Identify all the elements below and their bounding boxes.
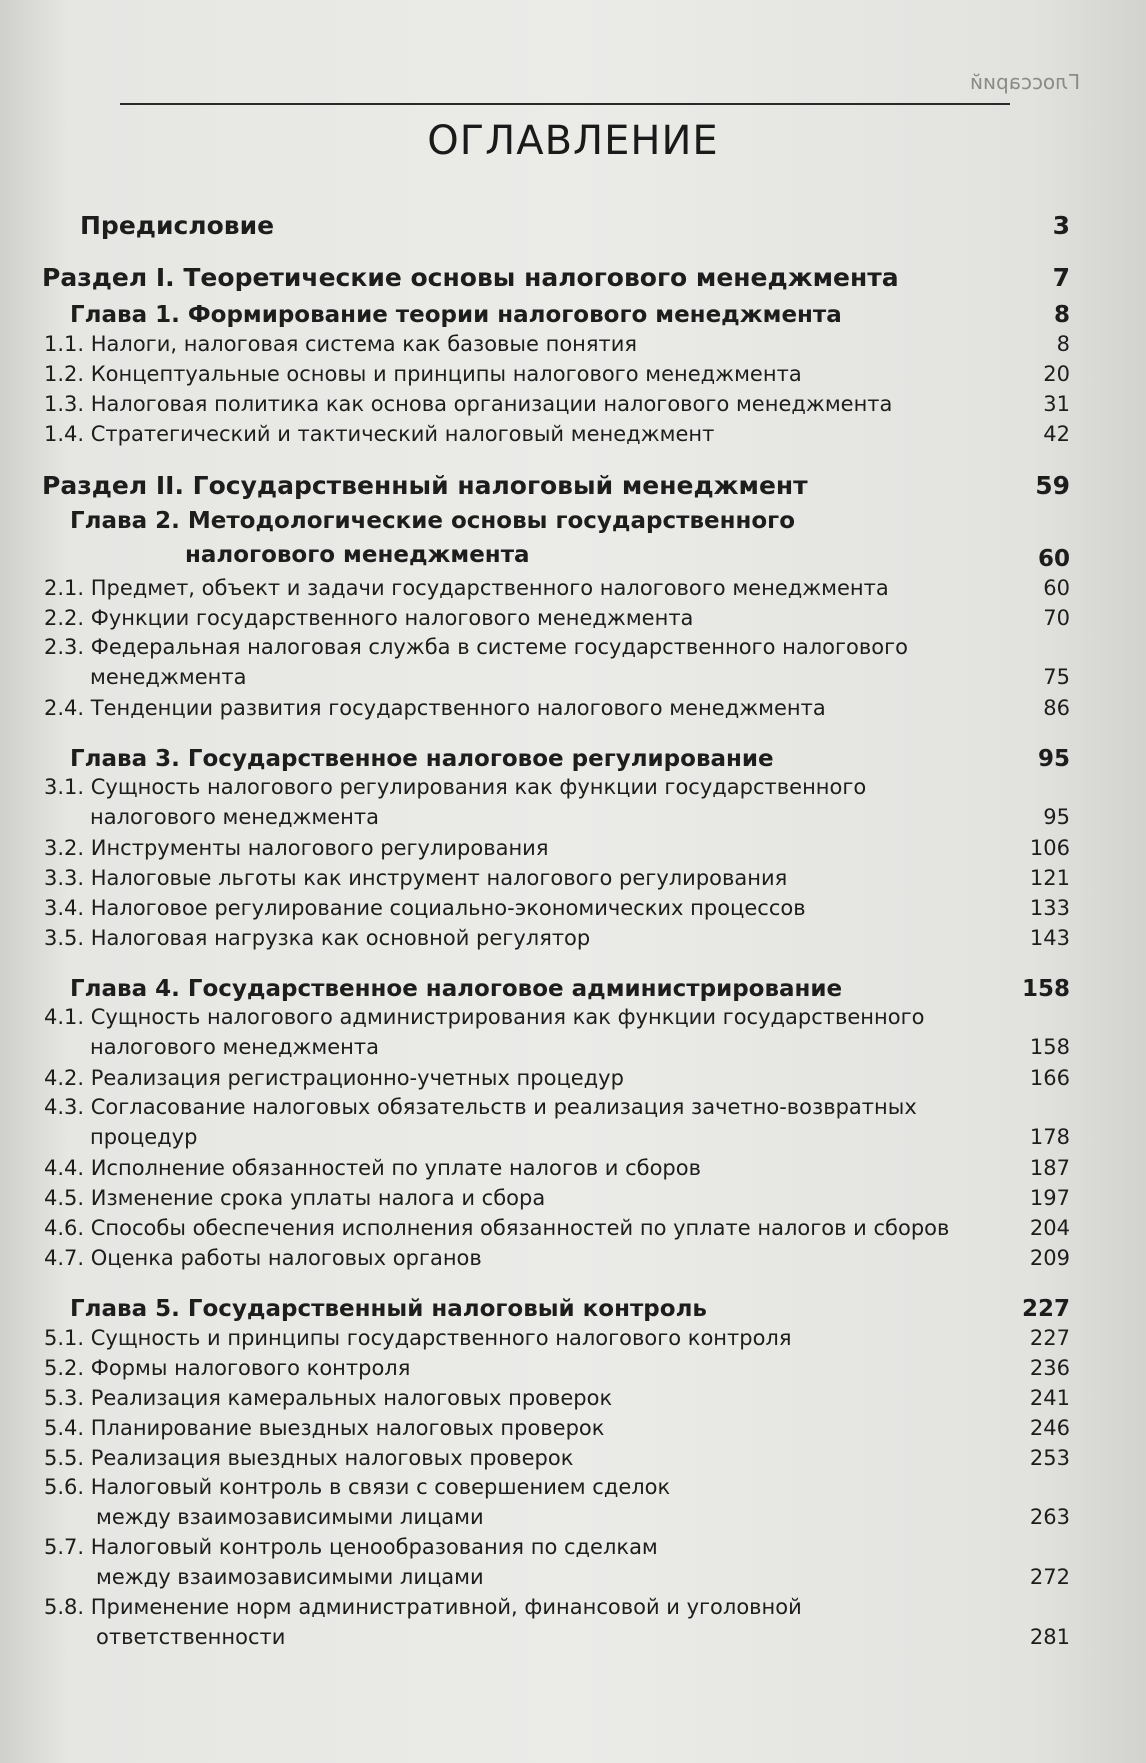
toc-item[interactable] <box>40 1442 1070 1472</box>
toc-chapter-1[interactable] <box>40 292 1070 328</box>
toc-page: 158 <box>1021 976 1070 1002</box>
toc-label-line2: между взаимозависимыми лицами <box>96 1565 484 1589</box>
toc-page: 227 <box>1029 1326 1070 1350</box>
toc-page: 70 <box>1043 606 1070 630</box>
toc-label: Предисловие <box>80 211 275 240</box>
toc-page: 236 <box>1029 1356 1070 1380</box>
toc-label <box>70 504 1010 572</box>
toc-page: 95 <box>1043 805 1070 829</box>
toc-label: 4.4. Исполнение обязанностей по уплате налогов и сборов <box>44 1156 701 1180</box>
toc-item[interactable] <box>40 1352 1070 1382</box>
toc-page: 227 <box>1021 1296 1070 1322</box>
toc-label-line2: менеджмента <box>90 665 247 689</box>
toc-page: 7 <box>1052 263 1070 292</box>
toc-label <box>44 1092 1010 1152</box>
toc-page: 121 <box>1029 866 1070 890</box>
toc-label-line1: 5.7. Налоговый контроль ценообразования по сделкам <box>44 1535 658 1559</box>
toc-page: 133 <box>1029 896 1070 920</box>
toc-label <box>44 1532 1010 1592</box>
toc-page: 197 <box>1029 1186 1070 1210</box>
toc-item[interactable] <box>40 632 1070 692</box>
toc-item[interactable] <box>40 1592 1070 1652</box>
toc-page: 281 <box>1029 1625 1070 1649</box>
toc-label: 5.1. Сущность и принципы государственного налогового контроля <box>44 1326 792 1350</box>
toc-label-line2: налогового менеджмента <box>90 1035 379 1059</box>
toc-item[interactable] <box>40 358 1070 388</box>
toc-chapter-2[interactable] <box>40 500 1070 572</box>
toc-page: 20 <box>1043 362 1070 386</box>
toc-label: 3.5. Налоговая нагрузка как основной регулятор <box>44 926 591 950</box>
toc-chapter-3[interactable] <box>40 736 1070 772</box>
toc-label: 4.6. Способы обеспечения исполнения обязанностей по уплате налогов и сборов <box>44 1216 950 1240</box>
toc-item[interactable] <box>40 1152 1070 1182</box>
toc-item[interactable] <box>40 892 1070 922</box>
toc-section-2[interactable] <box>40 456 1070 500</box>
toc-item[interactable] <box>40 1062 1070 1092</box>
toc-label: Глава 1. Формирование теории налогового менеджмента <box>70 302 842 328</box>
toc-item[interactable] <box>40 602 1070 632</box>
toc-label: 1.4. Стратегический и тактический налоговый менеджмент <box>44 422 715 446</box>
table-of-contents <box>40 194 1070 1652</box>
toc-page: 158 <box>1029 1035 1070 1059</box>
toc-page: 31 <box>1043 392 1070 416</box>
toc-label-line2: налогового менеджмента <box>185 542 530 568</box>
toc-page: 106 <box>1029 836 1070 860</box>
toc-label: Раздел I. Теоретические основы налогового менеджмента <box>42 263 899 292</box>
toc-label: 1.1. Налоги, налоговая система как базовые понятия <box>44 332 638 356</box>
toc-label: 3.2. Инструменты налогового регулирования <box>44 836 549 860</box>
toc-page: 143 <box>1029 926 1070 950</box>
toc-label: Глава 4. Государственное налоговое администрирование <box>70 976 843 1002</box>
toc-label <box>44 772 1010 832</box>
toc-label: 3.4. Налоговое регулирование социально-экономических процессов <box>44 896 806 920</box>
toc-item[interactable] <box>40 388 1070 418</box>
toc-label: 4.5. Изменение срока уплаты налога и сбора <box>44 1186 546 1210</box>
header-rule <box>120 103 1010 105</box>
toc-item[interactable] <box>40 1242 1070 1272</box>
toc-label <box>44 1592 1010 1652</box>
toc-page: 241 <box>1029 1386 1070 1410</box>
toc-item[interactable] <box>40 1412 1070 1442</box>
toc-item[interactable] <box>40 328 1070 358</box>
toc-page: 86 <box>1043 696 1070 720</box>
toc-page: 272 <box>1029 1565 1070 1589</box>
toc-page: 8 <box>1053 302 1070 328</box>
toc-page: 246 <box>1029 1416 1070 1440</box>
toc-label <box>44 1472 1010 1532</box>
toc-label-line1: Глава 2. Методологические основы государственного <box>70 508 795 534</box>
toc-page: 178 <box>1029 1125 1070 1149</box>
toc-page: 42 <box>1043 422 1070 446</box>
toc-item[interactable] <box>40 1322 1070 1352</box>
toc-item[interactable] <box>40 1182 1070 1212</box>
toc-page: 209 <box>1029 1246 1070 1270</box>
toc-label: 1.2. Концептуальные основы и принципы налогового менеджмента <box>44 362 802 386</box>
toc-chapter-5[interactable] <box>40 1286 1070 1322</box>
toc-page: 187 <box>1029 1156 1070 1180</box>
toc-page: 204 <box>1029 1216 1070 1240</box>
toc-page: 60 <box>1037 546 1070 572</box>
toc-label-line1: 4.1. Сущность налогового администрирования как функции государственного <box>44 1005 925 1029</box>
toc-item[interactable] <box>40 862 1070 892</box>
toc-label-line1: 4.3. Согласование налоговых обязательств и реализация зачетно-возвратных <box>44 1095 917 1119</box>
toc-item[interactable] <box>40 572 1070 602</box>
toc-page: 75 <box>1043 665 1070 689</box>
toc-label: 3.3. Налоговые льготы как инструмент налогового регулирования <box>44 866 788 890</box>
toc-item[interactable] <box>40 1212 1070 1242</box>
toc-preface[interactable] <box>40 194 1070 240</box>
toc-item[interactable] <box>40 1092 1070 1152</box>
toc-item[interactable] <box>40 832 1070 862</box>
toc-label: 4.7. Оценка работы налоговых органов <box>44 1246 482 1270</box>
toc-section-1[interactable] <box>40 248 1070 292</box>
toc-page: 253 <box>1029 1446 1070 1470</box>
toc-page: 263 <box>1029 1505 1070 1529</box>
toc-label-line1: 2.3. Федеральная налоговая служба в системе государственного налогового <box>44 635 908 659</box>
toc-label-line1: 5.6. Налоговый контроль в связи с совершением сделок <box>44 1475 671 1499</box>
toc-page: 8 <box>1056 332 1070 356</box>
toc-label: 5.4. Планирование выездных налоговых проверок <box>44 1416 605 1440</box>
toc-label: 5.3. Реализация камеральных налоговых проверок <box>44 1386 613 1410</box>
toc-label-line1: 5.8. Применение норм административной, финансовой и уголовной <box>44 1595 802 1619</box>
toc-label: Раздел II. Государственный налоговый менеджмент <box>42 471 808 500</box>
toc-label: 2.1. Предмет, объект и задачи государственного налогового менеджмента <box>44 576 889 600</box>
toc-page: 59 <box>1035 471 1070 500</box>
toc-item[interactable] <box>40 418 1070 448</box>
toc-page: 95 <box>1037 746 1070 772</box>
toc-label: 4.2. Реализация регистрационно-учетных процедур <box>44 1066 624 1090</box>
toc-label: 1.3. Налоговая политика как основа организации налогового менеджмента <box>44 392 893 416</box>
running-head: Глоссарий <box>970 70 1081 94</box>
toc-label-line1: 3.1. Сущность налогового регулирования как функции государственного <box>44 775 867 799</box>
toc-page: 166 <box>1029 1066 1070 1090</box>
toc-item[interactable] <box>40 1002 1070 1062</box>
toc-item[interactable] <box>40 1382 1070 1412</box>
toc-label: Глава 5. Государственный налоговый контроль <box>70 1296 707 1322</box>
toc-label-line2: ответственности <box>96 1625 286 1649</box>
toc-item[interactable] <box>40 772 1070 832</box>
toc-item[interactable] <box>40 692 1070 722</box>
toc-label: Глава 3. Государственное налоговое регулирование <box>70 746 774 772</box>
toc-label: 5.2. Формы налогового контроля <box>44 1356 411 1380</box>
toc-label <box>44 1002 1010 1062</box>
toc-label <box>44 632 1010 692</box>
toc-label: 5.5. Реализация выездных налоговых проверок <box>44 1446 574 1470</box>
toc-item[interactable] <box>40 1472 1070 1532</box>
toc-label: 2.2. Функции государственного налогового менеджмента <box>44 606 694 630</box>
toc-chapter-4[interactable] <box>40 966 1070 1002</box>
toc-label-line2: процедур <box>90 1125 198 1149</box>
toc-label-line2: между взаимозависимыми лицами <box>96 1505 484 1529</box>
toc-label-line2: налогового менеджмента <box>90 805 379 829</box>
page-title: ОГЛАВЛЕНИЕ <box>427 118 719 164</box>
toc-item[interactable] <box>40 1532 1070 1592</box>
toc-page: 60 <box>1043 576 1070 600</box>
toc-label: 2.4. Тенденции развития государственного налогового менеджмента <box>44 696 826 720</box>
toc-page: 3 <box>1052 211 1070 240</box>
toc-item[interactable] <box>40 922 1070 952</box>
